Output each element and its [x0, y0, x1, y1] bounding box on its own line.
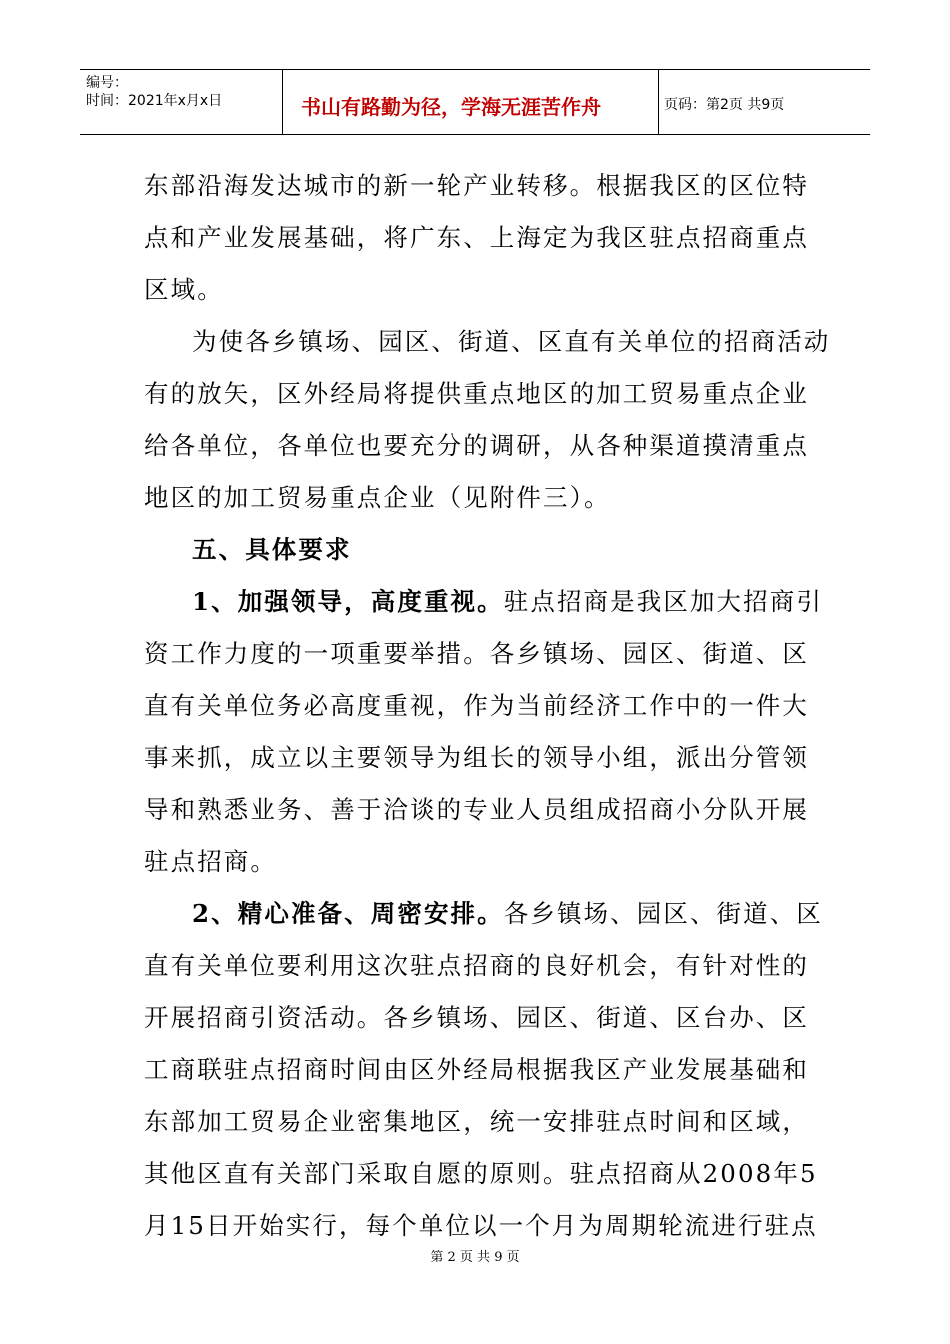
- date-label: 时间：2021年x月x日: [86, 93, 223, 109]
- text-line: 点和产业发展基础，将广东、上海定为我区驻点招商重点: [144, 223, 809, 252]
- serial-number-label: 编号：: [86, 75, 128, 91]
- document-body: [144, 160, 831, 1252]
- text-line: 工商联驻点招商时间由区外经局根据我区产业发展基础和: [144, 1055, 809, 1084]
- page-footer: 第 2 页 共 9 页: [430, 1250, 520, 1265]
- motto-text: 书山有路勤为径，学海无涯苦作舟: [301, 95, 601, 119]
- text-line: 有的放矢，区外经局将提供重点地区的加工贸易重点企业: [144, 379, 809, 408]
- text-line: 东部沿海发达城市的新一轮产业转移。根据我区的区位特: [144, 171, 809, 200]
- item-heading: 1、加强领导，高度重视。: [192, 587, 504, 616]
- text-line: 区域。: [144, 275, 224, 304]
- item-text: 各乡镇场、园区、街道、区: [503, 899, 823, 928]
- text-line: 东部加工贸易企业密集地区，统一安排驻点时间和区域，: [144, 1107, 809, 1136]
- page-number-info: 页码：第2页 共9页: [664, 97, 785, 113]
- text-line: 资工作力度的一项重要举措。各乡镇场、园区、街道、区: [144, 639, 809, 668]
- text-line: [144, 576, 823, 628]
- text-line: 其他区直有关部门采取自愿的原则。驻点招商从2008年5: [144, 1159, 818, 1188]
- text-line: 驻点招商。: [144, 847, 277, 876]
- text-line: 直有关单位要利用这次驻点招商的良好机会，有针对性的: [144, 951, 809, 980]
- text-line: 月15日开始实行，每个单位以一个月为周期轮流进行驻点: [144, 1211, 818, 1240]
- header-meta: [80, 70, 283, 134]
- text-line: 开展招商引资活动。各乡镇场、园区、街道、区台办、区: [144, 1003, 809, 1032]
- item-text: 驻点招商是我区加大招商引: [503, 587, 823, 616]
- text-line: 事来抓，成立以主要领导为组长的领导小组，派出分管领: [144, 743, 809, 772]
- text-line: 导和熟悉业务、善于洽谈的专业人员组成招商小分队开展: [144, 795, 809, 824]
- text-line: 地区的加工贸易重点企业（见附件三）。: [144, 483, 611, 512]
- text-line: 直有关单位务必高度重视，作为当前经济工作中的一件大: [144, 691, 809, 720]
- text-line: 给各单位，各单位也要充分的调研，从各种渠道摸清重点: [144, 431, 809, 460]
- page-header: [80, 69, 870, 135]
- item-heading: 2、精心准备、周密安排。: [192, 899, 504, 928]
- header-motto-cell: [283, 70, 659, 134]
- section-heading: 五、具体要求: [192, 535, 352, 564]
- text-line: [144, 888, 823, 940]
- text-line: 为使各乡镇场、园区、街道、区直有关单位的招商活动: [192, 327, 831, 356]
